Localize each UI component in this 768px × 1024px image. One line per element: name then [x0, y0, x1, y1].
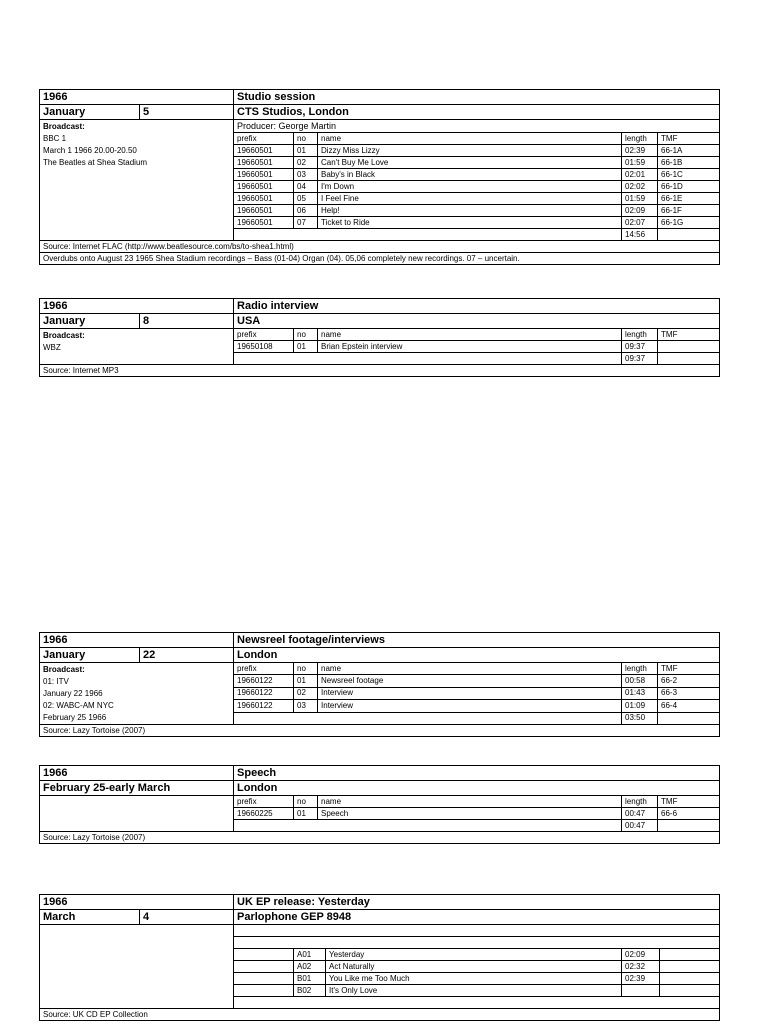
- broadcast-info: [40, 796, 234, 832]
- col-prefix: prefix: [234, 796, 294, 808]
- cell-prefix: 19650108: [234, 341, 294, 353]
- cell-no: 02: [294, 687, 318, 699]
- note: Overdubs onto August 23 1965 Shea Stadium recordings – Bass (01-04) Organ (04). 05,06 completely new recordings. 07 – uncertain.: [40, 253, 720, 265]
- session-block-1: [39, 89, 720, 265]
- col-length: length: [622, 133, 658, 145]
- col-no: no: [294, 133, 318, 145]
- catalog-number: Parlophone GEP 8948: [234, 910, 720, 925]
- cell-no: 05: [294, 193, 318, 205]
- cell-no: 01: [294, 808, 318, 820]
- blank-info: [40, 925, 234, 1009]
- cell-tmf: [658, 341, 720, 353]
- day: 5: [140, 105, 234, 120]
- cell-tmf: 66-1F: [658, 205, 720, 217]
- cell-no: 06: [294, 205, 318, 217]
- total-length: 14:56: [622, 229, 658, 241]
- session-block-3: [39, 632, 720, 737]
- cell-tmf: 66-1E: [658, 193, 720, 205]
- col-name: name: [318, 133, 622, 145]
- cell-no: 03: [294, 169, 318, 181]
- broadcast-line: 01: ITV: [43, 677, 69, 686]
- location: London: [234, 648, 720, 663]
- cell-no: 04: [294, 181, 318, 193]
- cell-name: I'm Down: [318, 181, 622, 193]
- col-length: length: [622, 329, 658, 341]
- cell-name: Interview: [318, 700, 622, 712]
- cell-no: A02: [294, 961, 326, 973]
- cell-length: 02:09: [622, 949, 660, 961]
- cell-prefix: 19660122: [234, 687, 294, 699]
- location: CTS Studios, London: [234, 105, 720, 120]
- month: February 25-early March: [40, 781, 234, 796]
- day: 22: [140, 648, 234, 663]
- cell-name: Ticket to Ride: [318, 217, 622, 229]
- cell-no: 01: [294, 675, 318, 687]
- col-tmf: TMF: [658, 329, 720, 341]
- col-no: no: [294, 663, 318, 675]
- broadcast-info: [40, 329, 234, 365]
- location: London: [234, 781, 720, 796]
- broadcast-label: Broadcast:: [43, 665, 85, 674]
- col-no: no: [294, 796, 318, 808]
- broadcast-line: March 1 1966 20.00-20.50: [43, 146, 137, 155]
- cell-length: 00:47: [622, 808, 658, 820]
- cell-no: 01: [294, 341, 318, 353]
- cell-no: 01: [294, 145, 318, 157]
- broadcast-line: BBC 1: [43, 134, 67, 143]
- cell-tmf: 66-1A: [658, 145, 720, 157]
- session-block-4: [39, 765, 720, 844]
- day: 8: [140, 314, 234, 329]
- cell-length: [622, 985, 660, 997]
- cell-length: 09:37: [622, 341, 658, 353]
- cell-tmf: 66-2: [658, 675, 720, 687]
- cell-name: Speech: [318, 808, 622, 820]
- broadcast-line: February 25 1966: [43, 713, 107, 722]
- session-type: Studio session: [234, 90, 720, 105]
- cell-name: Yesterday: [326, 949, 622, 961]
- cell-prefix: 19660501: [234, 205, 294, 217]
- session-type: Radio interview: [234, 299, 720, 314]
- source: Source: Lazy Tortoise (2007): [40, 725, 720, 737]
- col-tmf: TMF: [658, 796, 720, 808]
- session-block-2: [39, 298, 720, 377]
- cell-name: Brian Epstein interview: [318, 341, 622, 353]
- year: 1966: [40, 895, 234, 910]
- cell-no: 02: [294, 157, 318, 169]
- total-length: 00:47: [622, 820, 658, 832]
- source: Source: Internet MP3: [40, 365, 720, 377]
- cell-prefix: 19660122: [234, 700, 294, 712]
- broadcast-label: Broadcast:: [43, 122, 85, 131]
- cell-length: 02:39: [622, 145, 658, 157]
- year: 1966: [40, 633, 234, 648]
- cell-no: 07: [294, 217, 318, 229]
- col-name: name: [318, 796, 622, 808]
- cell-prefix: 19660501: [234, 157, 294, 169]
- col-prefix: prefix: [234, 133, 294, 145]
- cell-name: I Feel Fine: [318, 193, 622, 205]
- cell-tmf: 66-1C: [658, 169, 720, 181]
- total-length: 03:50: [622, 712, 658, 724]
- cell-length: 02:09: [622, 205, 658, 217]
- year: 1966: [40, 299, 234, 314]
- cell-prefix: 19660501: [234, 145, 294, 157]
- col-prefix: prefix: [234, 663, 294, 675]
- cell-name: Interview: [318, 687, 622, 699]
- session-type: Speech: [234, 766, 720, 781]
- cell-prefix: 19660225: [234, 808, 294, 820]
- cell-tmf: 66-6: [658, 808, 720, 820]
- session-type: Newsreel footage/interviews: [234, 633, 720, 648]
- col-no: no: [294, 329, 318, 341]
- cell-prefix: 19660501: [234, 169, 294, 181]
- cell-tmf: 66-1G: [658, 217, 720, 229]
- month: January: [40, 314, 140, 329]
- cell-no: A01: [294, 949, 326, 961]
- col-tmf: TMF: [658, 133, 720, 145]
- col-length: length: [622, 663, 658, 675]
- cell-name: Newsreel footage: [318, 675, 622, 687]
- month: March: [40, 910, 140, 925]
- release-title: UK EP release: Yesterday: [234, 895, 720, 910]
- cell-length: 01:43: [622, 687, 658, 699]
- cell-prefix: 19660501: [234, 193, 294, 205]
- col-length: length: [622, 796, 658, 808]
- col-tmf: TMF: [658, 663, 720, 675]
- source: Source: Lazy Tortoise (2007): [40, 832, 720, 844]
- table-header: [40, 796, 720, 808]
- producer: Producer: George Martin: [234, 120, 720, 133]
- cell-no: 03: [294, 700, 318, 712]
- cell-name: Act Naturally: [326, 961, 622, 973]
- cell-length: 00:58: [622, 675, 658, 687]
- cell-length: 02:02: [622, 181, 658, 193]
- cell-name: It's Only Love: [326, 985, 622, 997]
- col-prefix: prefix: [234, 329, 294, 341]
- cell-tmf: 66-4: [658, 700, 720, 712]
- location: USA: [234, 314, 720, 329]
- broadcast-line: WBZ: [43, 343, 61, 352]
- cell-length: 01:59: [622, 157, 658, 169]
- cell-tmf: 66-1D: [658, 181, 720, 193]
- cell-no: B01: [294, 973, 326, 985]
- day: 4: [140, 910, 234, 925]
- cell-length: 01:59: [622, 193, 658, 205]
- broadcast-info: [40, 663, 234, 725]
- month: January: [40, 105, 140, 120]
- cell-prefix: 19660501: [234, 217, 294, 229]
- broadcast-line: January 22 1966: [43, 689, 103, 698]
- col-name: name: [318, 329, 622, 341]
- year: 1966: [40, 766, 234, 781]
- broadcast-info: [40, 120, 234, 241]
- total-length: 09:37: [622, 353, 658, 365]
- cell-length: 02:39: [622, 973, 660, 985]
- cell-no: B02: [294, 985, 326, 997]
- table-header: [40, 663, 720, 675]
- cell-tmf: 66-3: [658, 687, 720, 699]
- cell-tmf: 66-1B: [658, 157, 720, 169]
- cell-length: 02:01: [622, 169, 658, 181]
- cell-prefix: 19660122: [234, 675, 294, 687]
- year: 1966: [40, 90, 234, 105]
- cell-prefix: 19660501: [234, 181, 294, 193]
- cell-length: 02:32: [622, 961, 660, 973]
- broadcast-label: Broadcast:: [43, 331, 85, 340]
- cell-length: 02:07: [622, 217, 658, 229]
- broadcast-line: The Beatles at Shea Stadium: [43, 158, 148, 167]
- source: Source: Internet FLAC (http://www.beatlesource.com/bs/to-shea1.html): [40, 241, 720, 253]
- table-header: [40, 329, 720, 341]
- broadcast-line: 02: WABC-AM NYC: [43, 701, 114, 710]
- cell-name: Can't Buy Me Love: [318, 157, 622, 169]
- source: Source: UK CD EP Collection: [40, 1009, 720, 1021]
- cell-name: Dizzy Miss Lizzy: [318, 145, 622, 157]
- cell-name: You Like me Too Much: [326, 973, 622, 985]
- month: January: [40, 648, 140, 663]
- session-block-5: [39, 894, 720, 1021]
- cell-name: Help!: [318, 205, 622, 217]
- cell-name: Baby's in Black: [318, 169, 622, 181]
- col-name: name: [318, 663, 622, 675]
- cell-length: 01:09: [622, 700, 658, 712]
